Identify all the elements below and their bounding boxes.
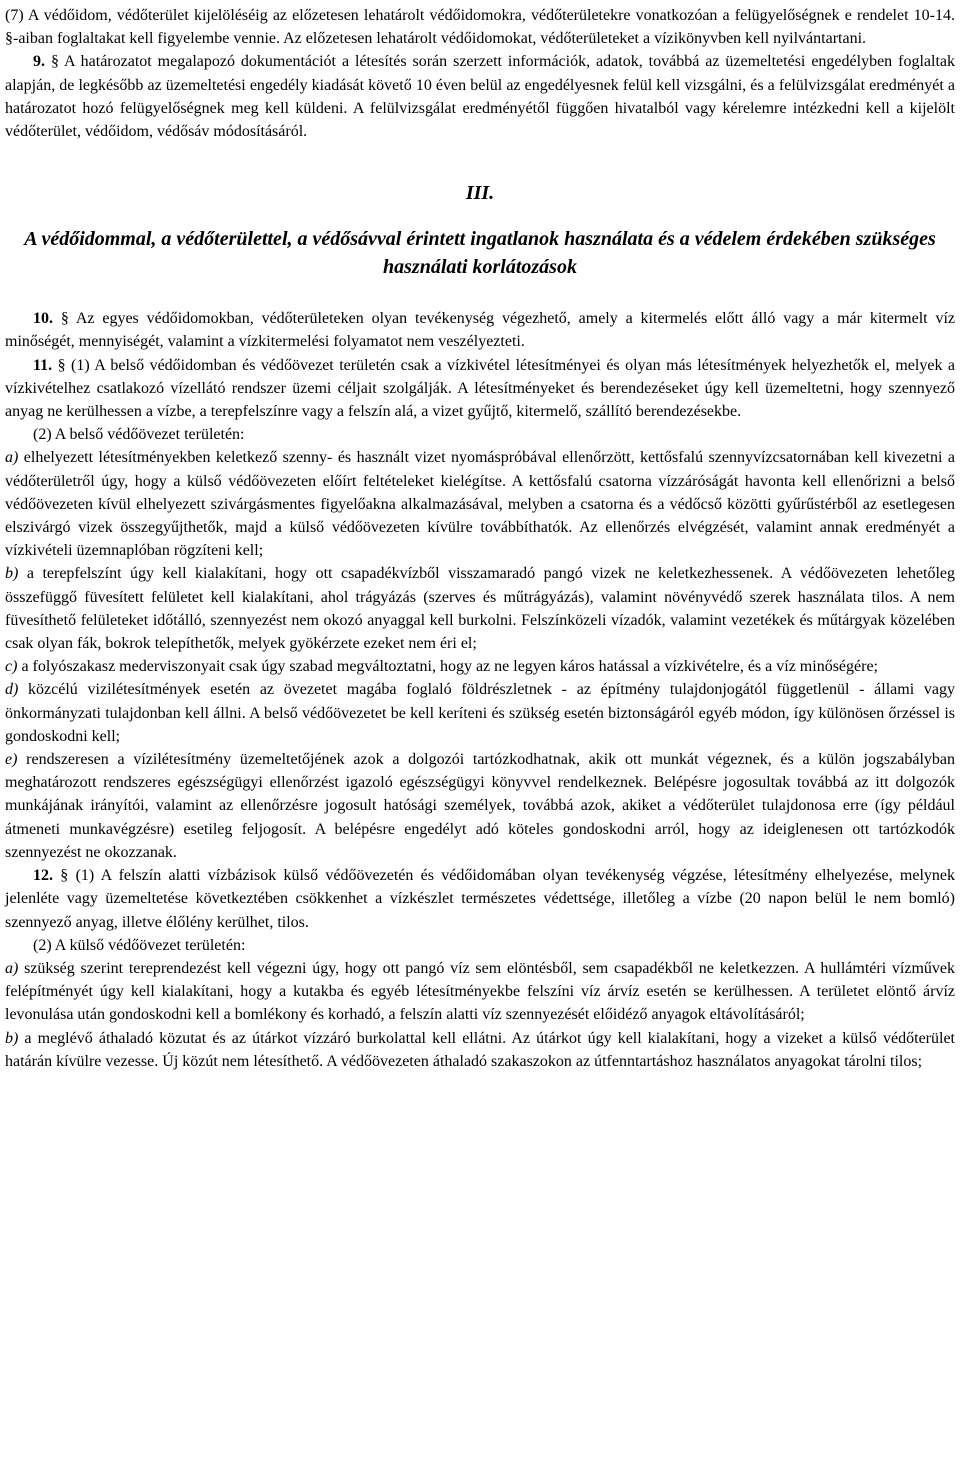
section-11-point-d [5, 678, 955, 748]
point-text: szükség szerint tereprendezést kell végezni úgy, hogy ott pangó víz sem elöntésből, sem csapadékből ne keletkezzen. A hullámtéri vízművek felépítményét úgy kell kialakítani, hogy a kutakba és egyéb létesítményekbe felszíni víz árvíz esetén se kerülhessen. A területet elöntő árvíz levonulása után gondoskodni kell a bomlékony és korhadó, a felszín alatti víz szennyezését előidéző anyagok eltávolításáról; [5, 959, 955, 1024]
section-text: § A határozatot megalapozó dokumentációt a létesítés során szerzett információk, adatok, továbbá az üzemeltetési engedélyben foglaltak alapján, de legkésőbb az üzemeltetési engedély kiadását követő 10 éven belül az engedélyesnek felül kell vizsgálni, és a felülvizsgálat eredményét a határozatot hozó felügyelőségnek meg kell küldeni. A felülvizsgálat eredményétől függően hivatalból vagy kérelemre intézkedni kell a kijelölt védőterület, védőidom, védősáv módosításáról. [5, 53, 955, 141]
section-number: 10. [33, 310, 53, 328]
point-text: a folyószakasz mederviszonyait csak úgy szabad megváltoztatni, hogy az ne legyen káros hatással a vízkivételre, és a víz minőségére; [17, 658, 878, 676]
section-10 [5, 307, 955, 353]
point-text: elhelyezett létesítményekben keletkező szenny- és használt vizet nyomáspróbával ellenőrzött, kettősfalú szennyvízcsatornában kell kivezetni a védőterületről úgy, hogy a külső védőövezeten előírt feltételeket kielégítse. A kettősfalú csatorna vízzáróságát havonta kell ellenőrizni a belső védőövezeten kívül elhelyezett szivárgásmentes figyelőakna alkalmazásával, melyben a csatorna és a védőcső közötti gyűrűstérből az esetlegesen elszivárgó vizek összegyűjthetők, majd a külső védőövezeten kívülre továbbíthatók. Az ellenőrzés elvégzését, valamint annak eredményét a vízkivételi üzemnaplóban rögzíteni kell; [5, 449, 955, 560]
section-11-1 [5, 354, 955, 424]
point-label: b) [5, 565, 19, 583]
section-11-point-b [5, 562, 955, 655]
spacer [5, 143, 955, 179]
point-label: c) [5, 658, 18, 676]
section-text: § Az egyes védőidomokban, védőterületeken olyan tevékenység végezhető, amely a kitermelés előtt álló vagy a már kitermelt víz minőségét, mennyiségét, valamint a vízkitermelési folyamatot nem veszélyezteti. [5, 310, 955, 351]
point-text: közcélú vizilétesítmények esetén az övezetet magába foglaló földrészletnek - az építmény tulajdonjogától függetlenül - állami vagy önkormányzati tulajdonban kell állni. A belső védőövezetet be kell keríteni és szükség esetén biztonságáról egyéb módon, így különösen őrzéssel is gondoskodni kell; [5, 681, 955, 745]
section-number: 12. [33, 867, 53, 885]
section-text: § (1) A felszín alatti vízbázisok külső védőövezetén és védőidomában olyan tevékenység végzése, létesítmény elhelyezése, melynek jelenléte vagy üzemeltetése következtében csökkenhet a vízkészlet természetes védettsége, illetőleg a vízbe (20 napon belül le nem bomló) szennyező anyag, illetve élőlény kerülhet, tilos. [5, 867, 955, 931]
point-label: d) [5, 681, 19, 699]
section-12-1 [5, 864, 955, 934]
section-text: § (1) A belső védőidomban és védőövezet területén csak a vízkivétel létesítményei és olyan más létesítmények helyezhetők el, melyek a vízkivételhez csatlakozó vízellátó rendszer üzemi céljait szolgálják. A létesítményeket és berendezéseket úgy kell üzemeltetni, hogy szennyező anyag ne kerülhessen a vízbe, a terepfelszínre vagy a felszín alá, a vizet gyűjtő, kitermelő, szállító berendezésekbe. [5, 356, 955, 421]
section-number: 11. [33, 356, 53, 374]
section-11-point-a [5, 446, 955, 562]
section-12-2: (2) A külső védőövezet területén: [33, 936, 246, 954]
section-11-2: (2) A belső védőövezet területén: [33, 426, 245, 444]
point-label: b) [5, 1029, 19, 1047]
chapter-number: III. [465, 182, 495, 205]
point-label: a) [5, 959, 19, 977]
chapter-title: A védőidommal, a védőterülettel, a védősávval érintett ingatlanok használata és a védelem érdekében szükséges használati korlátozások [24, 228, 936, 279]
paragraph-7-7: (7) A védőidom, védőterület kijelöléséig az előzetesen lehatárolt védőidomokra, védőterületekre vonatkozóan a felügyelőségnek e rendelet 10-14. §-aiban foglaltakat kell figyelembe vennie. Az előzetesen lehatárolt védőidomokat, védőterületeket a vízikönyvben kell nyilvántartani. [5, 7, 955, 48]
point-text: a terepfelszínt úgy kell kialakítani, hogy ott csapadékvízből visszamaradó pangó vizek ne keletkezhessenek. A védőövezeten lehetőleg összefüggő füvesített felületet kell kialakítani, ahol trágyázás (szerves és műtrágyázás), valamint növényvédő szerek használata tilos. A nem füvesíthető felületeket időtálló, szennyezést nem okozó anyaggal kell burkolni. Felszínközeli vízadók, valamint vezetékek és műtárgyak közelében csak olyan fák, bokrok telepíthetők, melyek gyökérzete ezeket nem éri el; [5, 565, 955, 653]
section-12-point-a [5, 957, 955, 1027]
section-9 [5, 50, 955, 143]
section-12-point-b [5, 1027, 955, 1073]
point-label: a) [5, 449, 19, 467]
point-text: a meglévő áthaladó közutat és az útárkot vízzáró burkolattal kell ellátni. Az útárkot úgy kell kialakítani, hogy a vizeket a külső védőterület határán kívülre vezesse. Új közút nem létesíthető. A védőövezeten áthaladó szakaszokon az útfenntartáshoz használatos anyagokat tárolni tilos; [5, 1029, 955, 1070]
section-11-point-c [5, 655, 955, 678]
section-number: 9. [33, 53, 45, 71]
point-text: rendszeresen a vízilétesítmény üzemeltetőjének azok a dolgozói tartózkodhatnak, akik ott munkát végeznek, és a külön jogszabályban meghatározott rendszeres egészségügyi ellenőrzést igazoló egészségügyi könyvvel rendelkeznek. Belépésre jogosultak továbbá az itt dolgozók munkájának irányítói, valamint az ellenőrzésre jogosult hatósági személyek, továbbá azok, akiket a védőterület tulajdonosa erre (így például átmeneti munkavégzésre) esetileg feljogosít. A belépésre engedélyt adó köteles gondoskodni arról, hogy az ideiglenesen ott tartózkodók szennyezést ne okozzanak. [5, 751, 955, 861]
point-label: e) [5, 751, 18, 769]
section-11-point-e [5, 748, 955, 864]
